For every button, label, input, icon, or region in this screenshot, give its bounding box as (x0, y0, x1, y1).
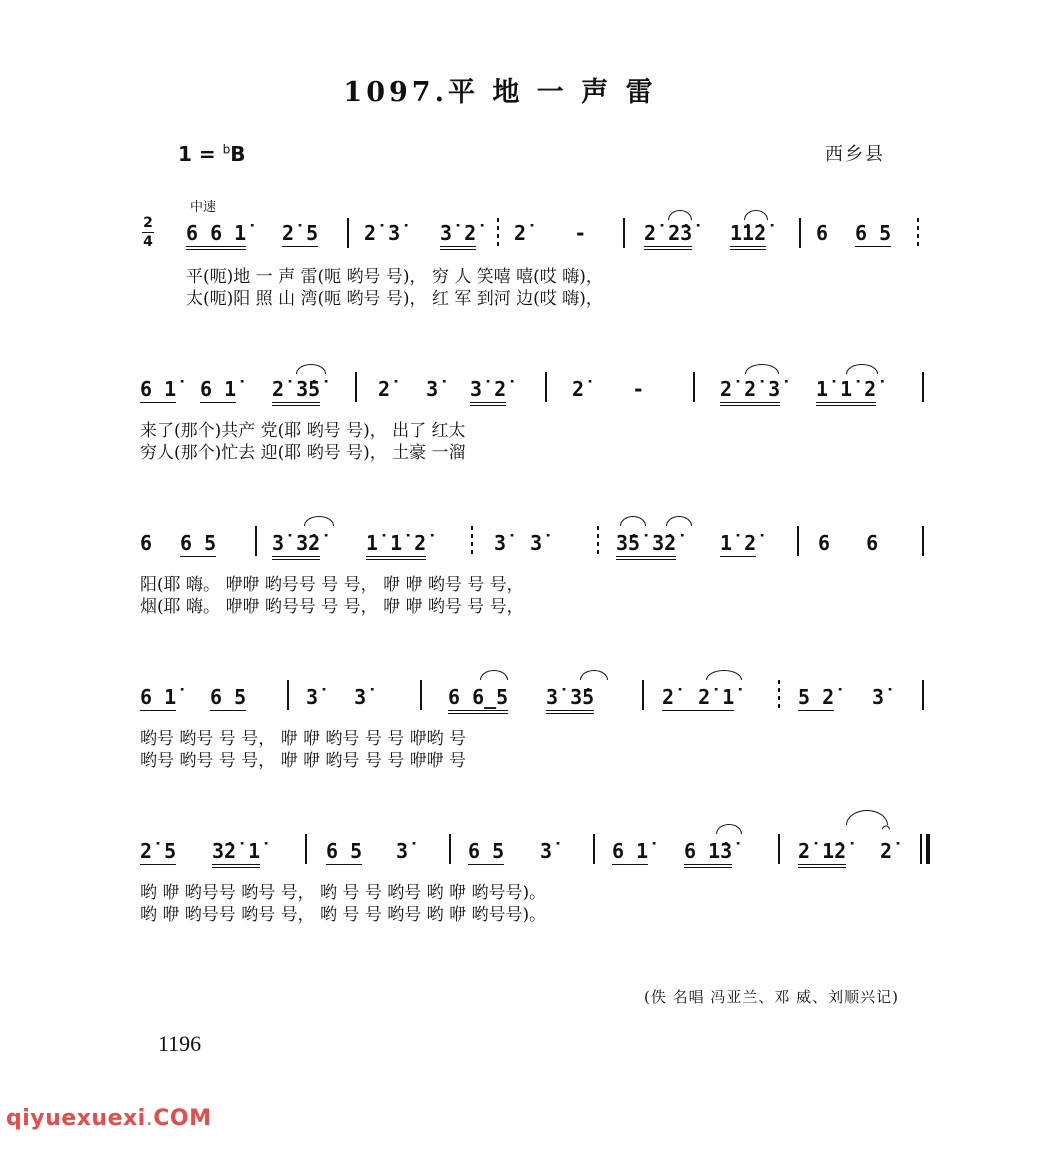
note-group: 1̇ 1̇ 2̇ (816, 378, 876, 406)
note-group: 2̇ 3̇ (364, 221, 401, 245)
barline (642, 680, 644, 710)
slur (480, 670, 508, 680)
barline (347, 218, 349, 248)
barline (593, 834, 595, 864)
lyric-line-2: 烟(耶 嗨。 咿咿 哟号号 号 号， 咿 咿 哟号 号 号， (140, 597, 524, 617)
lyric-line-1: 哟 咿 哟号号 哟号 号， 哟 号 号 哟号 哟 咿 哟号号)。 (140, 883, 547, 903)
lyric-line-2: 太(呃)阳 照 山 湾(呃 哟号 号)， 红 军 到河 边(哎 嗨)， (186, 289, 603, 309)
key-note: B (230, 142, 246, 166)
time-signature (142, 214, 154, 251)
note-group: 6 5 (468, 839, 505, 863)
lyric-line-2: 穷人(那个)忙去 迎(耶 哟号 号)， 土豪 一溜 (140, 443, 466, 463)
slur (668, 210, 692, 220)
barline (449, 834, 451, 864)
note-group: 3̇ 2̇ (440, 222, 476, 250)
note-group: 3̇ 3̇ (306, 685, 367, 709)
barline (797, 526, 799, 556)
note-group: 6 1̇ (140, 685, 177, 709)
watermark-tld: COM (153, 1106, 212, 1131)
note-group: 2̇ 2̇ 1̇ (662, 685, 735, 709)
note-group: 6 1̇ (200, 377, 237, 401)
note-group: 6 5 (180, 531, 217, 555)
note-group: 6 1̇ (612, 839, 649, 863)
barline (420, 680, 422, 710)
note-group: 1̇ 1̇ 2̇ (366, 532, 426, 560)
note-group: 5 2̇ (798, 685, 835, 709)
barline (922, 372, 924, 402)
note-group: 6 6 (818, 531, 879, 555)
note-group: 3̇ (872, 685, 885, 709)
credit-line: (佚 名唱 冯亚兰、邓 威、刘顺兴记) (643, 988, 899, 1006)
barline (305, 834, 307, 864)
note-group: 6 (816, 221, 829, 245)
note-group: 3̇2̇ 1̇ (212, 840, 260, 868)
note-group: 2̇ - (514, 221, 587, 245)
slur (296, 364, 326, 374)
note-group: 6 1̇3̇ (684, 840, 732, 868)
region-label: 西乡县 (825, 144, 885, 165)
slur (580, 670, 608, 680)
note-group: 6 5 (210, 685, 247, 709)
note-group: 6 5 (855, 221, 892, 245)
note-group: 2̇ 3̇5̇ (272, 378, 320, 406)
final-barline-thick (926, 834, 930, 864)
note-group: 2̇ 2̇3̇ (644, 222, 692, 250)
note-group: 1̇ 2̇ (720, 531, 757, 555)
note-group: 2̇ 2̇ 3̇ (720, 378, 780, 406)
barline (545, 372, 547, 402)
note-group: 3̇ 2̇ (470, 378, 506, 406)
lyric-line-2: 哟 咿 哟号号 哟号 号， 哟 号 号 哟号 哟 咿 哟号号)。 (140, 905, 547, 925)
breath-barline (778, 680, 780, 710)
note-group: 2̇ - (572, 377, 645, 401)
barline (693, 372, 695, 402)
breath-barline (917, 218, 919, 248)
flat-sign: b (222, 142, 231, 157)
barline (922, 680, 924, 710)
note-group: 3̇ 3̇2̇ (272, 532, 320, 560)
slur (716, 824, 742, 834)
page-number: 1196 (158, 1031, 202, 1056)
lyric-line-1: 阳(耶 嗨。 咿咿 哟号号 号 号， 咿 咿 哟号 号 号， (140, 575, 524, 595)
note-group: 3̇ 3̇5 (546, 686, 594, 714)
note-group: 6 1̇ (140, 377, 177, 401)
slur (666, 516, 692, 526)
slur (745, 364, 779, 374)
watermark-site: qiyuexuexi (6, 1106, 146, 1131)
barline (778, 834, 780, 864)
barline (287, 680, 289, 710)
note-group: 1̇1̇2̇ (730, 222, 766, 250)
slur (846, 364, 878, 374)
watermark (6, 1106, 211, 1131)
barline (922, 526, 924, 556)
note-group: 2̇ 5 (282, 221, 319, 245)
slur (706, 670, 742, 680)
barline (255, 526, 257, 556)
note-group: 2̇ (880, 839, 893, 863)
meter-top: 2 (143, 215, 153, 231)
breath-barline (597, 526, 599, 556)
note-group: 6 6̲5 (448, 686, 508, 714)
note-group: 2̇ 1̇2̇ (798, 840, 846, 868)
note-group: 3̇ (540, 839, 553, 863)
barline (623, 218, 625, 248)
key-prefix: 1 = (178, 142, 216, 166)
note-group: 2̇ 5 (140, 839, 177, 863)
note-group: 6 (140, 531, 153, 555)
lyric-line-2: 哟号 哟号 号 号， 咿 咿 哟号 号 号 咿咿 号 (140, 751, 467, 771)
note-group: 2̇ 3̇ (378, 377, 439, 401)
meter-bottom: 4 (143, 234, 153, 250)
barline (799, 218, 801, 248)
note-group: 6 6 1̇ (186, 222, 246, 250)
note-group: 6 5 (326, 839, 363, 863)
lyric-line-1: 平(呃)地 一 声 雷(呃 哟号 号)， 穷 人 笑嘻 嘻(哎 嗨)， (186, 267, 603, 287)
barline (355, 372, 357, 402)
slur (620, 516, 646, 526)
note-group: 3̇ (396, 839, 409, 863)
lyric-line-1: 哟号 哟号 号 号， 咿 咿 哟号 号 号 咿哟 号 (140, 729, 467, 749)
key-signature (178, 142, 245, 166)
final-barline-thin (920, 834, 922, 864)
breath-barline (497, 218, 499, 248)
lyric-line-1: 来了(那个)共产 党(耶 哟号 号)， 出了 红太 (140, 421, 466, 441)
tempo-marking: 中速 (190, 200, 217, 215)
song-title: 1097.平 地 一 声 雷 (343, 77, 657, 108)
note-group: 3̇5̇ 3̇2̇ (616, 532, 676, 560)
slur (304, 516, 334, 526)
breath-barline (471, 526, 473, 556)
watermark-dot: . (145, 1106, 154, 1131)
fermata-icon: ⌒ (882, 821, 890, 836)
slur (744, 210, 768, 220)
note-group: 3̇ 3̇ (494, 531, 543, 555)
